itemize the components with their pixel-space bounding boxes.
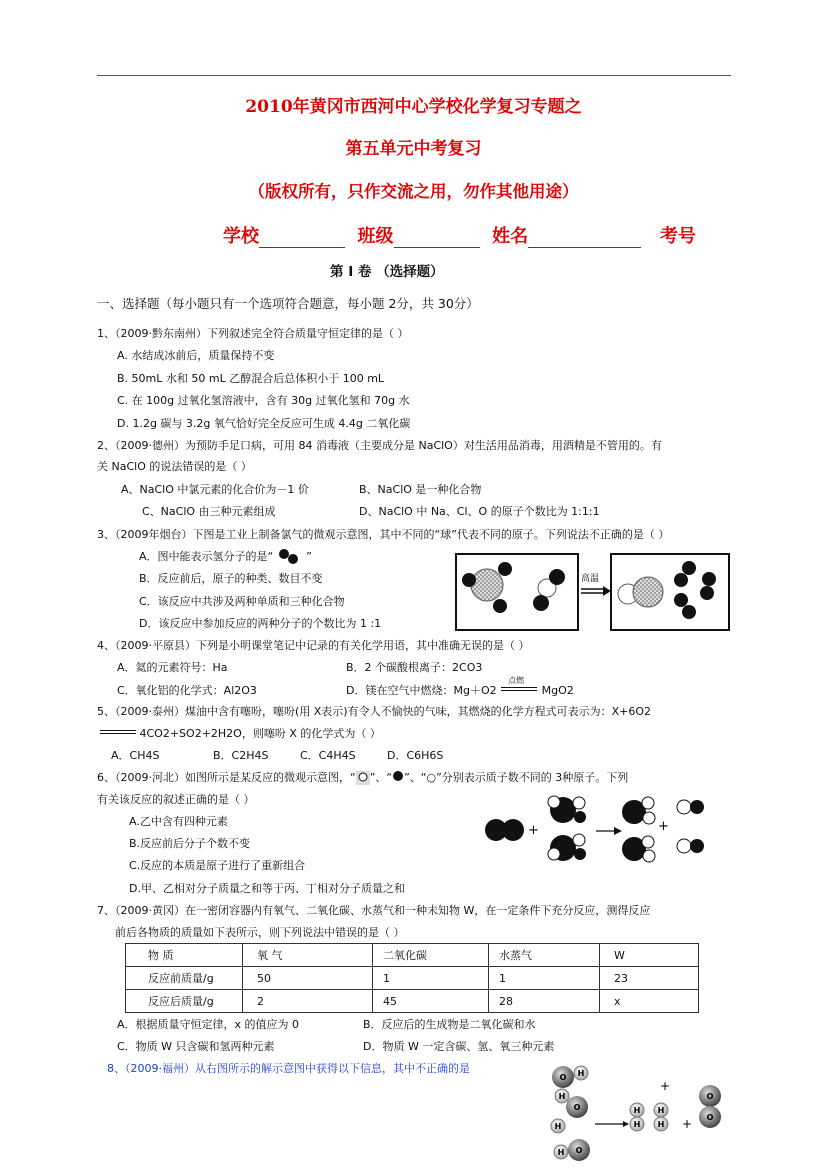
oxygen-atom-label: O <box>559 1073 567 1082</box>
table-cell: 28 <box>489 990 600 1013</box>
table-cell: 1 <box>489 967 600 990</box>
table-header-cell: 物 质 <box>126 944 243 967</box>
q3-arrow-label: 高温 <box>581 574 600 584</box>
table-header-cell: 水蒸气 <box>489 944 600 967</box>
hydrogen-atom-label: H <box>633 1106 641 1115</box>
q2-option-c: C、NaClO 由三种元素组成 <box>142 505 276 518</box>
q2-option-b: B、NaClO 是一种化合物 <box>359 483 482 496</box>
q4-option-b: B．2 个碳酸根离子：2CO3 <box>346 661 483 674</box>
student-info-line <box>223 222 696 248</box>
q3-option-c: C．该反应中共涉及两种单质和三种化合物 <box>139 595 345 608</box>
q8-stem: 8、（2009·福州）从右图所示的解示意图中获得以下信息，其中不正确的是 <box>107 1062 470 1075</box>
q6-option-d: D.甲、乙相对分子质量之和等于丙、丁相对分子质量之和 <box>129 882 405 895</box>
q6-stem-a: 6、（2009·河北）如图所示是某反应的微观示意图，“ <box>97 771 356 784</box>
q7-mass-table <box>125 943 699 1013</box>
school-label: 学校 <box>223 226 259 247</box>
q4-option-c: C．氧化铝的化学式：Al2O3 <box>117 684 257 697</box>
oxygen-atom-label: O <box>575 1146 583 1155</box>
name-blank[interactable] <box>528 226 641 248</box>
hydrogen-atom-label: H <box>657 1106 665 1115</box>
q1-option-c: C. 在 100g 过氧化氢溶液中，含有 30g 过氧化氢和 70g 水 <box>117 394 410 407</box>
q5-option-c: C．C4H4S <box>300 749 356 762</box>
q4-product: MgO2 <box>541 684 574 697</box>
svg-text:+: + <box>658 819 669 834</box>
hydrogen-molecule-icon <box>277 548 303 564</box>
q5-stem-line2 <box>100 725 381 741</box>
table-cell: 反应前质量/g <box>126 967 243 990</box>
q5-option-d: D．C6H6S <box>387 749 444 762</box>
q3-option-b: B．反应前后，原子的种类、数目不变 <box>139 572 323 585</box>
q3-option-a-text: A．图中能表示氢分子的是“ <box>139 550 274 563</box>
hydrogen-atom-label: H <box>558 1092 566 1101</box>
table-cell: 45 <box>373 990 489 1013</box>
q6-stem-line2: 有关该反应的叙述正确的是（ ） <box>97 793 255 806</box>
q3-option-d: D．该反应中参加反应的两种分子的个数比为 1 :1 <box>139 617 382 630</box>
svg-text:+: + <box>528 823 539 838</box>
section-heading: 第 I 卷 （选择题） <box>330 264 444 280</box>
q2-option-a: A、NaClO 中氯元素的化合价为－1 价 <box>121 483 309 496</box>
q7-option-c: C．物质 W 只含碳和氢两种元素 <box>117 1040 275 1053</box>
title-line-1: 2010年黄冈市西河中心学校化学复习专题之 <box>245 97 582 117</box>
q7-stem-line1: 7、（2009·黄冈）在一密闭容器内有氧气、二氧化碳、水蒸气和一种未知物 W，在一定条件下充分反应，测得反应 <box>97 904 651 917</box>
q7-option-a: A．根据质量守恒定律，x 的值应为 0 <box>117 1018 300 1031</box>
class-blank[interactable] <box>394 226 480 248</box>
q6-stem-line1 <box>97 769 628 785</box>
q5-stem-line2-text: 4CO2+SO2+2H2O，则噻吩 X 的化学式为（ ） <box>139 727 381 740</box>
q3-reaction-diagram <box>453 551 733 633</box>
section-instructions: 一、选择题（每小题只有一个选项符合题意，每小题 2分，共 30分） <box>97 296 479 311</box>
q1-option-a: A. 水结成冰前后，质量保持不变 <box>117 349 275 362</box>
q3-option-a-end: ” <box>306 550 312 563</box>
svg-text:+: + <box>659 1079 671 1093</box>
q6-option-c: C.反应的本质是原子进行了重新组合 <box>129 859 306 872</box>
q1-option-b: B. 50mL 水和 50 mL 乙醇混合后总体积小于 100 mL <box>117 372 385 385</box>
q6-stem-b: ”、“ <box>369 771 393 784</box>
table-header-cell: 二氧化碳 <box>373 944 489 967</box>
q2-stem-line1: 2、（2009·德州）为预防手足口病，可用 84 消毒液（主要成分是 NaClO）对生活用品消毒，用酒精是不管用的。有 <box>97 439 662 452</box>
table-header-row <box>126 944 699 967</box>
q7-stem-line2: 前后各物质的质量如下表所示，则下列说法中错误的是（ ） <box>115 926 405 939</box>
q3-stem: 3、（2009年烟台）下图是工业上制备氯气的微观示意图，其中不同的“球”代表不同的原子。下列说法不正确的是（ ） <box>97 528 670 541</box>
q6-option-b: B.反应前后分子个数不变 <box>129 837 251 850</box>
q7-option-b: B．反应后的生成物是二氧化碳和水 <box>363 1018 536 1031</box>
q2-stem-line2: 关 NaClO 的说法错误的是（ ） <box>97 460 252 473</box>
hydrogen-atom-label: H <box>577 1069 585 1078</box>
q4-option-a: A．氦的元素符号：Ha <box>117 661 228 674</box>
header-rule <box>97 75 731 76</box>
table-cell: 23 <box>600 967 699 990</box>
q4-arrow <box>500 676 538 697</box>
table-cell: 2 <box>243 990 373 1013</box>
table-cell: 反应后质量/g <box>126 990 243 1013</box>
oxygen-atom-label: O <box>573 1103 581 1112</box>
table-row <box>126 967 699 990</box>
q5-equals <box>100 730 136 734</box>
black-atom-icon <box>392 771 404 784</box>
title-line-2: 第五单元中考复习 <box>345 139 482 159</box>
q8-decomposition-diagram <box>543 1062 733 1168</box>
q1-stem: 1、（2009·黔东南州）下列叙述完全符合质量守恒定律的是（ ） <box>97 327 409 340</box>
svg-text:+: + <box>681 1117 693 1131</box>
table-row <box>126 990 699 1013</box>
q6-option-a: A.乙中含有四种元素 <box>129 815 228 828</box>
white-atom-icon <box>356 771 370 785</box>
q4-option-d <box>346 676 574 698</box>
table-cell: 1 <box>373 967 489 990</box>
table-cell: x <box>600 990 699 1013</box>
hydrogen-atom-label: H <box>633 1120 641 1129</box>
number-label: 考号 <box>659 226 696 247</box>
q6-reaction-diagram <box>484 794 714 864</box>
q4-condition: 点燃 <box>508 676 525 685</box>
table-header-cell: 氧 气 <box>243 944 373 967</box>
q2-option-d: D、NaClO 中 Na、Cl、O 的原子个数比为 1:1:1 <box>359 505 600 518</box>
school-blank[interactable] <box>259 226 345 248</box>
class-label: 班级 <box>357 226 394 247</box>
name-label: 姓名 <box>492 226 529 247</box>
oxygen-atom-label: O <box>706 1092 714 1101</box>
q6-stem-c: ”、“○”分别表示质子数不同的 3种原子。下列 <box>404 771 629 784</box>
hydrogen-atom-label: H <box>657 1120 665 1129</box>
table-cell: 50 <box>243 967 373 990</box>
q4-option-d-text: D．镁在空气中燃烧：Mg＋O2 <box>346 684 497 697</box>
hydrogen-atom-label: H <box>557 1148 565 1157</box>
hydrogen-atom-label: H <box>554 1122 562 1131</box>
q5-stem-line1: 5、（2009·泰州）煤油中含有噻吩，噻吩(用 X表示)有令人不愉快的气味，其燃烧的化学方程式可表示为：X+6O2 <box>97 705 652 718</box>
q7-option-d: D．物质 W 一定含碳、氢、氧三种元素 <box>363 1040 555 1053</box>
table-header-cell: W <box>600 944 699 967</box>
q5-option-a: A．CH4S <box>111 749 160 762</box>
title-line-3: （版权所有，只作交流之用，勿作其他用途） <box>248 182 579 201</box>
q5-option-b: B．C2H4S <box>213 749 269 762</box>
q4-stem: 4、（2009·平原县）下列是小明课堂笔记中记录的有关化学用语，其中准确无误的是（ ） <box>97 639 530 652</box>
q3-option-a <box>139 548 312 564</box>
oxygen-atom-label: O <box>706 1113 714 1122</box>
q1-option-d: D. 1.2g 碳与 3.2g 氧气恰好完全反应可生成 4.4g 二氧化碳 <box>117 417 411 430</box>
